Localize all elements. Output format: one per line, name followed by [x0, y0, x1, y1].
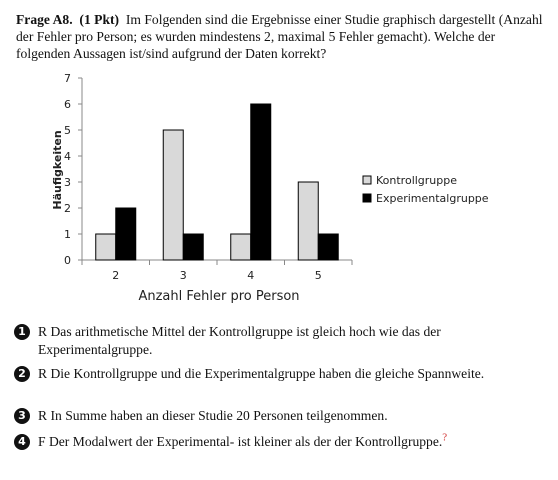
- statement-text-1: R Das arithmetische Mittel der Kontrollgruppe ist gleich hoch wie das der Experimentalgruppe.: [38, 324, 441, 357]
- y-tick-label: 4: [64, 150, 71, 163]
- bar-kontrollgruppe: [298, 182, 318, 260]
- legend-label: Experimentalgruppe: [376, 192, 489, 205]
- y-tick-label: 1: [64, 228, 71, 241]
- statement-text-3: R In Summe haben an dieser Studie 20 Personen teilgenommen.: [38, 408, 388, 423]
- y-tick-label: 6: [64, 98, 71, 111]
- chart-legend: [363, 174, 489, 205]
- x-tick-label: 5: [314, 269, 322, 282]
- statement-number-3: 3: [14, 408, 30, 424]
- statement-1: [18, 323, 518, 359]
- statement-3: [18, 407, 518, 425]
- statement-mark-4: ?: [442, 431, 448, 444]
- statement-text-2: R Die Kontrollgruppe und die Experimentalgruppe haben die gleiche Spannweite.: [38, 366, 485, 381]
- y-tick-label: 2: [64, 202, 71, 215]
- statement-number-1: 1: [14, 324, 30, 340]
- bar-kontrollgruppe: [96, 234, 116, 260]
- bar-kontrollgruppe: [231, 234, 251, 260]
- statement-number-4: 4: [14, 434, 30, 450]
- bar-experimentalgruppe: [183, 234, 203, 260]
- statement-number-2: 2: [14, 366, 30, 382]
- bar-kontrollgruppe: [163, 130, 183, 260]
- statement-2: [18, 365, 518, 383]
- chart-bars: [96, 104, 339, 260]
- y-tick-label: 3: [64, 176, 71, 189]
- x-tick-label: 4: [247, 269, 255, 282]
- bar-experimentalgruppe: [318, 234, 338, 260]
- question-body: Im Folgenden sind die Ergebnisse einer Studie graphisch dargestellt (Anzahl der Fehler pro Person; es wurden mindestens 2, maximal 5 Fehler gemacht). Welche der folgenden Aussagen ist/sind aufgrund der Daten korrekt?: [16, 12, 543, 61]
- y-tick-label: 0: [64, 254, 71, 267]
- statement-4: [18, 431, 518, 451]
- question-label: Frage A8.: [16, 12, 73, 27]
- x-axis-label: Anzahl Fehler pro Person: [138, 289, 300, 304]
- y-tick-label: 5: [64, 124, 71, 137]
- legend-swatch: [363, 176, 371, 184]
- legend-label: Kontrollgruppe: [376, 174, 458, 187]
- x-tick-label: 2: [112, 269, 120, 282]
- question-points: (1 Pkt): [79, 12, 120, 27]
- y-tick-label: 7: [64, 72, 71, 85]
- x-tick-label: 3: [179, 269, 187, 282]
- y-axis-label: Häufigkeiten: [51, 130, 64, 210]
- legend-swatch: [363, 194, 371, 202]
- statement-text-4: F Der Modalwert der Experimental- ist kleiner als der der Kontrollgruppe.: [38, 434, 443, 449]
- bar-experimentalgruppe: [116, 208, 136, 260]
- bar-experimentalgruppe: [251, 104, 271, 260]
